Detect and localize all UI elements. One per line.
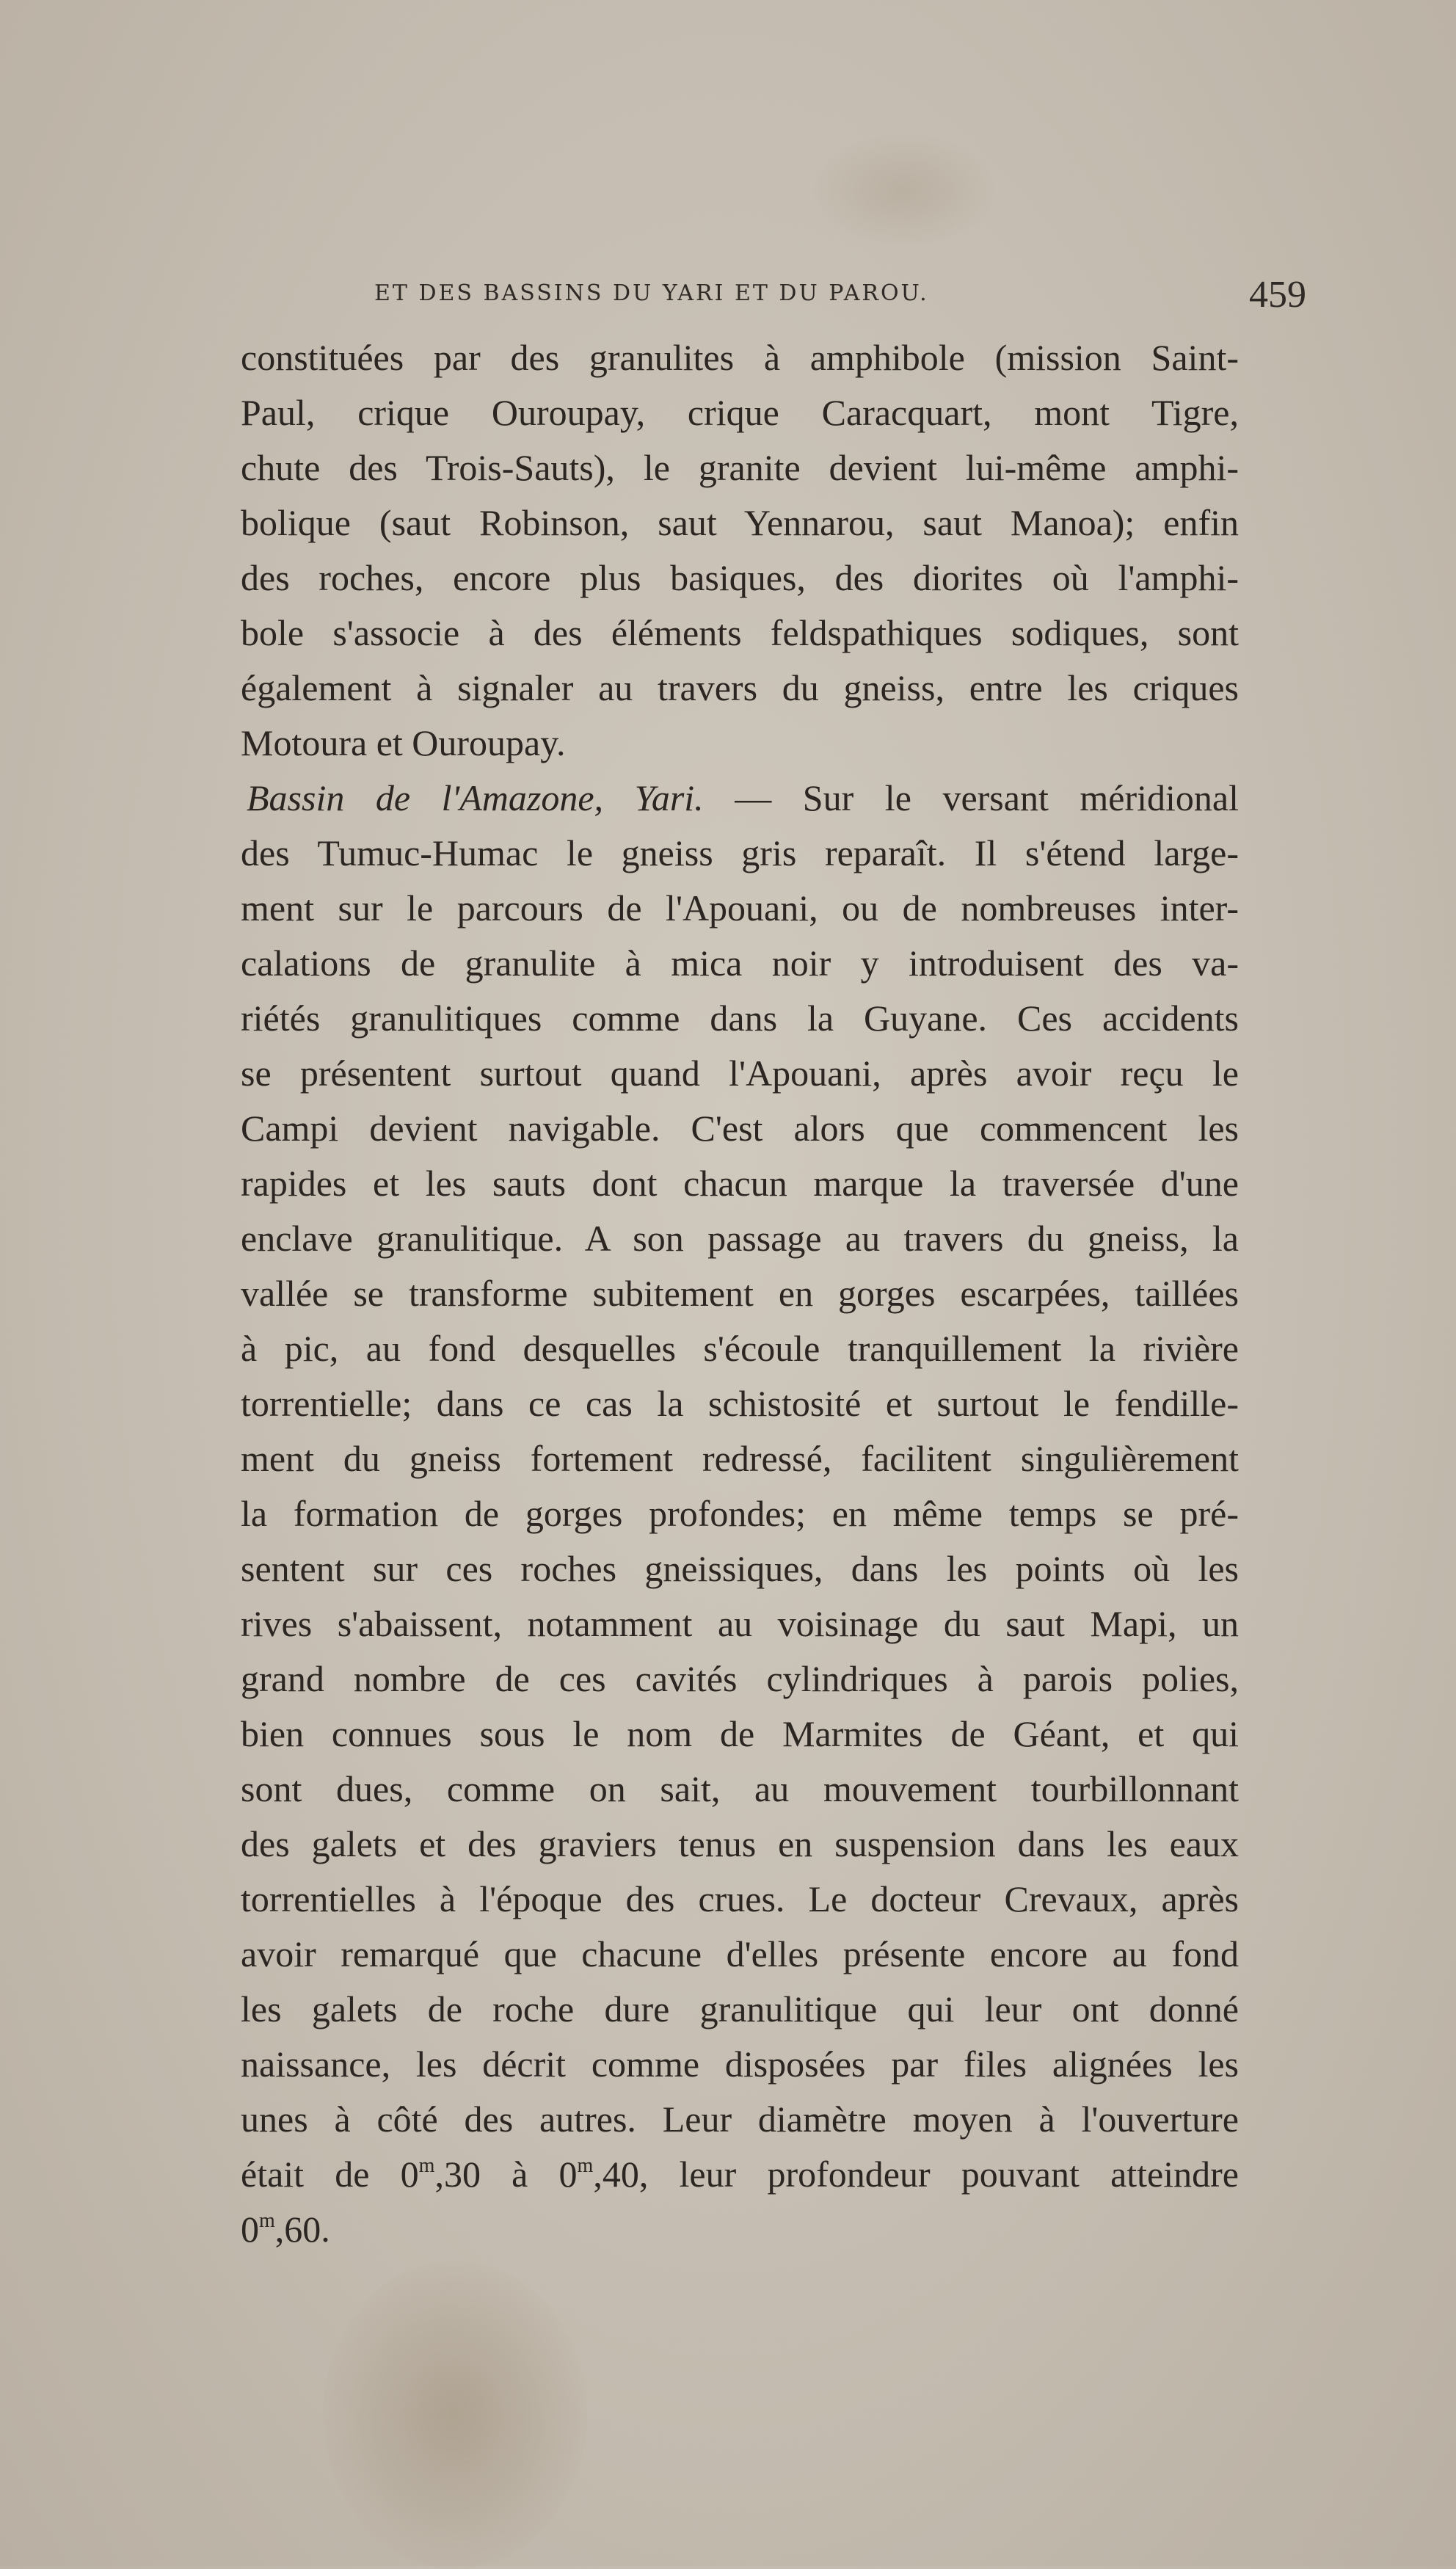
- text-line: riétés granulitiques comme dans la Guyane. Ces accidents: [241, 998, 1239, 1039]
- text-line: vallée se transforme subitement en gorges escarpées, taillées: [241, 1273, 1239, 1314]
- unit-superscript: m: [259, 2209, 275, 2232]
- text-line: ment du gneiss fortement redressé, facilitent singulièrement: [241, 1438, 1239, 1479]
- text-line: des galets et des graviers tenus en suspension dans les eaux: [241, 1823, 1239, 1864]
- text-line: la formation de gorges profondes; en même temps se pré-: [241, 1493, 1239, 1534]
- text-line: également à signaler au travers du gneiss, entre les criques: [241, 667, 1239, 708]
- text-line: naissance, les décrit comme disposées par files alignées les: [241, 2043, 1239, 2085]
- text-run: ,30 à 0: [434, 2154, 578, 2195]
- text-line: torrentielles à l'époque des crues. Le docteur Crevaux, après: [241, 1878, 1239, 1919]
- text-line: bolique (saut Robinson, saut Yennarou, saut Manoa); enfin: [241, 502, 1239, 543]
- text-run: ,40, leur profondeur pouvant atteindre: [593, 2154, 1239, 2195]
- running-title: ET DES BASSINS DU YARI ET DU PAROU.: [374, 280, 929, 306]
- paper-stain: [807, 132, 998, 250]
- text-line: avoir remarqué que chacune d'elles présente encore au fond: [241, 1933, 1239, 1974]
- text-line: Paul, crique Ouroupay, crique Caracquart, mont Tigre,: [241, 392, 1239, 433]
- text-line: sont dues, comme on sait, au mouvement tourbillonnant: [241, 1768, 1239, 1809]
- text-line: à pic, au fond desquelles s'écoule tranquillement la rivière: [241, 1328, 1239, 1369]
- text-line: les galets de roche dure granulitique qui leur ont donné: [241, 1988, 1239, 2030]
- text-line: des roches, encore plus basiques, des diorites où l'amphi-: [241, 557, 1239, 598]
- paragraph-first-line: [241, 771, 1239, 826]
- text-line: Campi devient navigable. C'est alors que commencent les: [241, 1108, 1239, 1149]
- text-line: constituées par des granulites à amphibole (mission Saint-: [241, 337, 1239, 378]
- measurement-line: [241, 2147, 1239, 2202]
- text-line: bole s'associe à des éléments feldspathiques sodiques, sont: [241, 612, 1239, 653]
- text-line: se présentent surtout quand l'Apouani, après avoir reçu le: [241, 1053, 1239, 1094]
- final-line: [241, 2202, 1239, 2257]
- text-line: des Tumuc-Humac le gneiss gris reparaît. Il s'étend large-: [241, 832, 1239, 873]
- text-line: calations de granulite à mica noir y introduisent des va-: [241, 942, 1239, 984]
- unit-superscript: m: [418, 2154, 435, 2177]
- unit-superscript: m: [577, 2154, 594, 2177]
- text-line: grand nombre de ces cavités cylindriques à parois polies,: [241, 1658, 1239, 1699]
- page-number: 459: [1249, 274, 1306, 316]
- text-line: rapides et les sauts dont chacun marque la traversée d'une: [241, 1163, 1239, 1204]
- text-line: enclave granulitique. A son passage au travers du gneiss, la: [241, 1218, 1239, 1259]
- text-line: Motoura et Ouroupay.: [241, 722, 566, 763]
- text-run: ,60.: [274, 2209, 330, 2250]
- text-line: ment sur le parcours de l'Apouani, ou de nombreuses inter-: [241, 887, 1239, 929]
- text-run: — Sur le versant méridional: [703, 777, 1239, 818]
- text-run: était de 0: [241, 2154, 419, 2195]
- text-line: bien connues sous le nom de Marmites de Géant, et qui: [241, 1713, 1239, 1754]
- body-text: [241, 330, 1239, 2257]
- page-header: [374, 273, 1306, 317]
- text-line: torrentielle; dans ce cas la schistosité et surtout le fendille-: [241, 1383, 1239, 1424]
- text-line: sentent sur ces roches gneissiques, dans les points où les: [241, 1548, 1239, 1589]
- text-run: 0: [241, 2209, 259, 2250]
- section-heading: Bassin de l'Amazone, Yari.: [247, 777, 704, 818]
- paper-stain: [323, 2261, 587, 2569]
- text-line: rives s'abaissent, notamment au voisinage du saut Mapi, un: [241, 1603, 1239, 1644]
- text-line: chute des Trois-Sauts), le granite devient lui-même amphi-: [241, 447, 1239, 488]
- text-line: unes à côté des autres. Leur diamètre moyen à l'ouverture: [241, 2099, 1239, 2140]
